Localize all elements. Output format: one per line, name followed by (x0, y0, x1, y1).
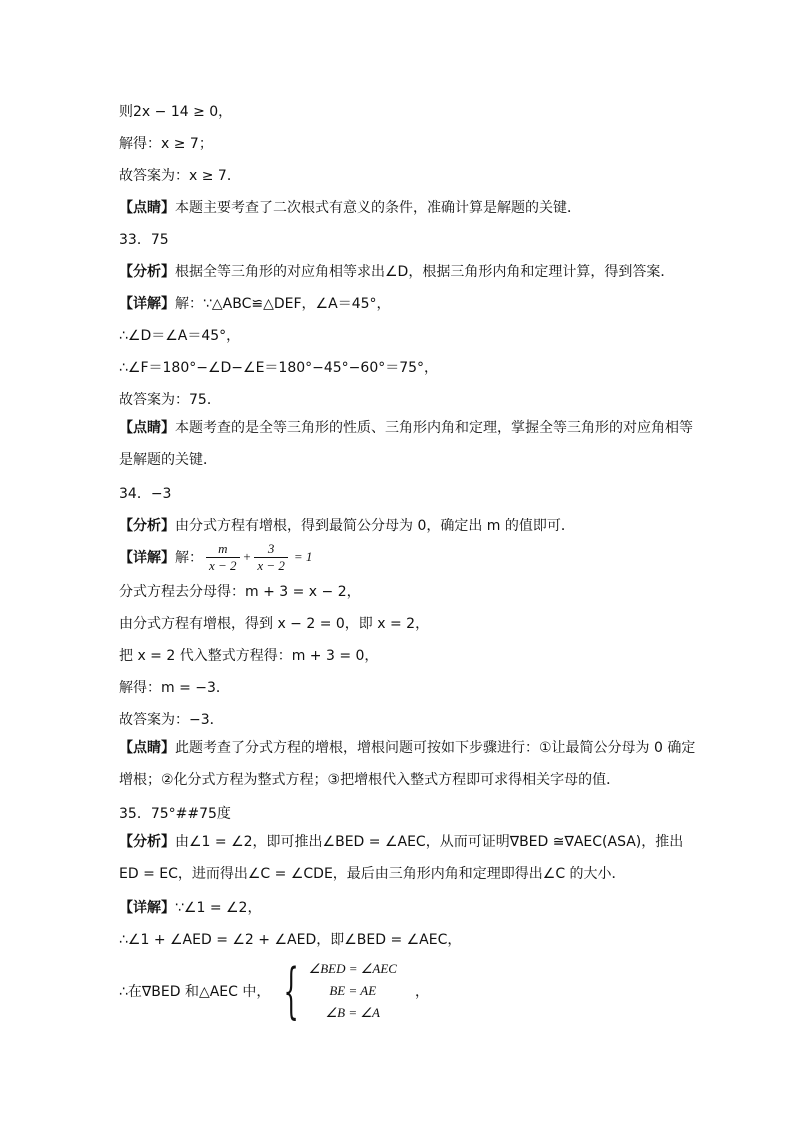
analysis-tag: 【分析】 (119, 264, 175, 280)
plus-sign: + (242, 549, 252, 564)
line-extraneous-root: 由分式方程有增根，得到 x − 2 = 0，即 x = 2， (119, 616, 430, 632)
detail-text: 解：∵△ABC≌△DEF，∠A＝45°， (175, 296, 391, 312)
detail-text: ∵∠1 = ∠2， (175, 900, 262, 916)
remark-tag: 【点睛】 (119, 200, 175, 216)
fraction-denominator: x − 2 (206, 557, 240, 574)
line-analysis-35 (119, 826, 699, 890)
line-analysis-33 (119, 262, 699, 282)
analysis-text: 根据全等三角形的对应角相等求出∠D，根据三角形内角和定理计算，得到答案． (175, 264, 675, 280)
line-remark-32 (119, 198, 699, 218)
analysis-text: 由分式方程有增根，得到最简公分母为 0，确定出 m 的值即可． (175, 518, 575, 534)
line-condition: 则2x − 14 ≥ 0， (119, 104, 233, 120)
fraction-numerator: 3 (267, 540, 275, 556)
analysis-tag: 【分析】 (119, 518, 175, 534)
question-33-heading: 33．75 (119, 232, 169, 248)
equation-rhs: = 1 (293, 549, 313, 564)
line-clear-denominator: 分式方程去分母得：m + 3 = x − 2， (119, 584, 361, 600)
detail-tag: 【详解】 (119, 550, 175, 566)
system-prefix: ∴在∇BED 和△AEC 中， (119, 984, 271, 1000)
line-solve-m: 解得：m = −3． (119, 680, 230, 696)
line-angle-f: ∴∠F＝180°−∠D−∠E＝180°−45°−60°＝75°， (119, 360, 439, 376)
analysis-tag: 【分析】 (119, 834, 175, 850)
line-answer-33: 故答案为：75． (119, 392, 221, 408)
remark-text: 此题考查了分式方程的增根，增根问题可按如下步骤进行：①让最简公分母为 0 确定增根；②化分式方程为整式方程；③把增根代入整式方程即可求得相关字母的值． (119, 740, 696, 788)
line-detail-33 (119, 294, 699, 314)
left-brace: { (283, 956, 300, 1026)
line-angle-sum: ∴∠1 + ∠AED = ∠2 + ∠AED，即∠BED = ∠AEC， (119, 932, 462, 948)
line-answer-34: 故答案为：−3． (119, 712, 224, 728)
remark-text: 本题考查的是全等三角形的性质、三角形内角和定理，掌握全等三角形的对应角相等是解题的关键． (119, 420, 693, 468)
line-remark-33 (119, 412, 699, 476)
fraction-3 (254, 541, 288, 574)
fraction-denominator: x − 2 (254, 557, 288, 574)
line-substitute: 把 x = 2 代入整式方程得：m + 3 = 0， (119, 648, 379, 664)
system-suffix: ， (414, 984, 429, 1000)
fraction-numerator: m (218, 540, 228, 556)
line-solve-x: 解得：x ≥ 7； (119, 136, 213, 152)
detail-tag: 【详解】 (119, 900, 175, 916)
fraction-m (206, 541, 240, 574)
line-detail-35 (119, 898, 699, 918)
line-angle-d: ∴∠D＝∠A＝45°， (119, 328, 241, 344)
analysis-text: 由∠1 = ∠2，即可推出∠BED = ∠AEC，从而可证明∇BED ≅∇AEC(ASA)，推出 ED = EC，进而得出∠C = ∠CDE，最后由三角形内角和定理即得出∠C 的大小． (119, 834, 684, 882)
condition-angle-bed: ∠BED = ∠AEC (308, 961, 397, 976)
detail-tag: 【详解】 (119, 296, 175, 312)
congruence-system (119, 956, 429, 1026)
line-detail-34 (119, 537, 312, 577)
question-34-heading: 34．−3 (119, 486, 172, 502)
remark-text: 本题主要考查了二次根式有意义的条件，准确计算是解题的关键． (175, 200, 581, 216)
condition-angle-b: ∠B = ∠A (325, 1005, 380, 1020)
detail-text: 解： (175, 550, 203, 566)
line-answer-32: 故答案为：x ≥ 7． (119, 168, 241, 184)
condition-side-be: BE = AE (329, 983, 377, 998)
line-remark-34 (119, 732, 699, 796)
remark-tag: 【点睛】 (119, 740, 175, 756)
line-analysis-34 (119, 516, 699, 536)
remark-tag: 【点睛】 (119, 420, 175, 436)
question-35-heading: 35．75°##75度 (119, 806, 231, 822)
system-conditions (309, 958, 397, 1024)
